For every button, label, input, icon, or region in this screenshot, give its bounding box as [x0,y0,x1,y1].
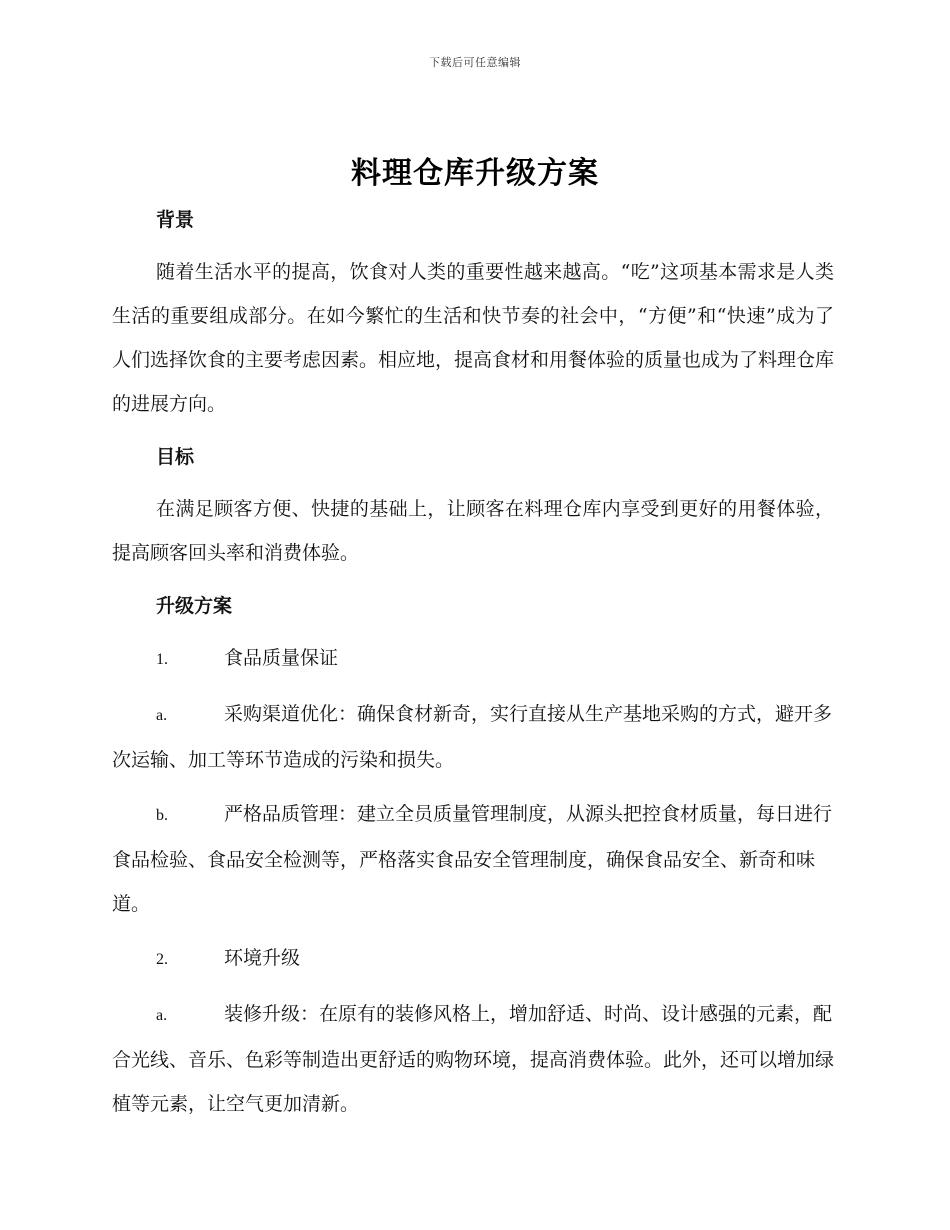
list-marker: 1. [156,651,168,668]
list-marker: 2. [156,951,168,968]
sub-list-item [112,992,834,1126]
goal-paragraph: 在满足顾客方便、快捷的基础上，让顾客在料理仓库内享受到更好的用餐体验，提高顾客回头率和消费体验。 [112,498,834,564]
sub-list-item-text: 装修升级：在原有的装修风格上，增加舒适、时尚、设计感强的元素，配合光线、音乐、色彩等制造出更舒适的购物环境，提高消费体验。此外，还可以增加绿植等元素，让空气更加清新。 [112,1003,835,1115]
background-paragraph: 随着生活水平的提高，饮食对人类的重要性越来越高。“吃”这项基本需求是人类生活的重要组成部分。在如今繁忙的生活和快节奏的社会中，“方便”和“快速”成为了人们选择饮食的主要考虑因素。相应地，提高食材和用餐体验的质量也成为了料理仓库的进展方向。 [112,261,835,415]
document-body [112,200,834,1126]
sub-list-marker: a. [156,1007,168,1024]
section-heading-background: 背景 [156,209,195,231]
sub-list-marker: b. [156,807,168,824]
section-heading-plan: 升级方案 [156,595,233,617]
list-item [112,636,834,682]
section-heading-goal: 目标 [156,446,195,468]
document-title: 料理仓库升级方案 [351,156,599,191]
sub-list-item-text: 采购渠道优化：确保食材新奇，实行直接从生产基地采购的方式，避开多次运输、加工等环节造成的污染和损失。 [112,703,833,771]
sub-list-marker: a. [156,707,168,724]
list-item-label: 食品质量保证 [224,647,339,669]
list-item-label: 环境升级 [224,947,301,969]
sub-list-item [112,792,834,926]
sub-list-item [112,692,834,782]
header-note: 下载后可任意编辑 [429,56,521,69]
sub-list-item-text: 严格品质管理：建立全员质量管理制度，从源头把控食材质量，每日进行食品检验、食品安全检测等，严格落实食品安全管理制度，确保食品安全、新奇和味道。 [112,803,833,915]
list-item [112,936,834,982]
